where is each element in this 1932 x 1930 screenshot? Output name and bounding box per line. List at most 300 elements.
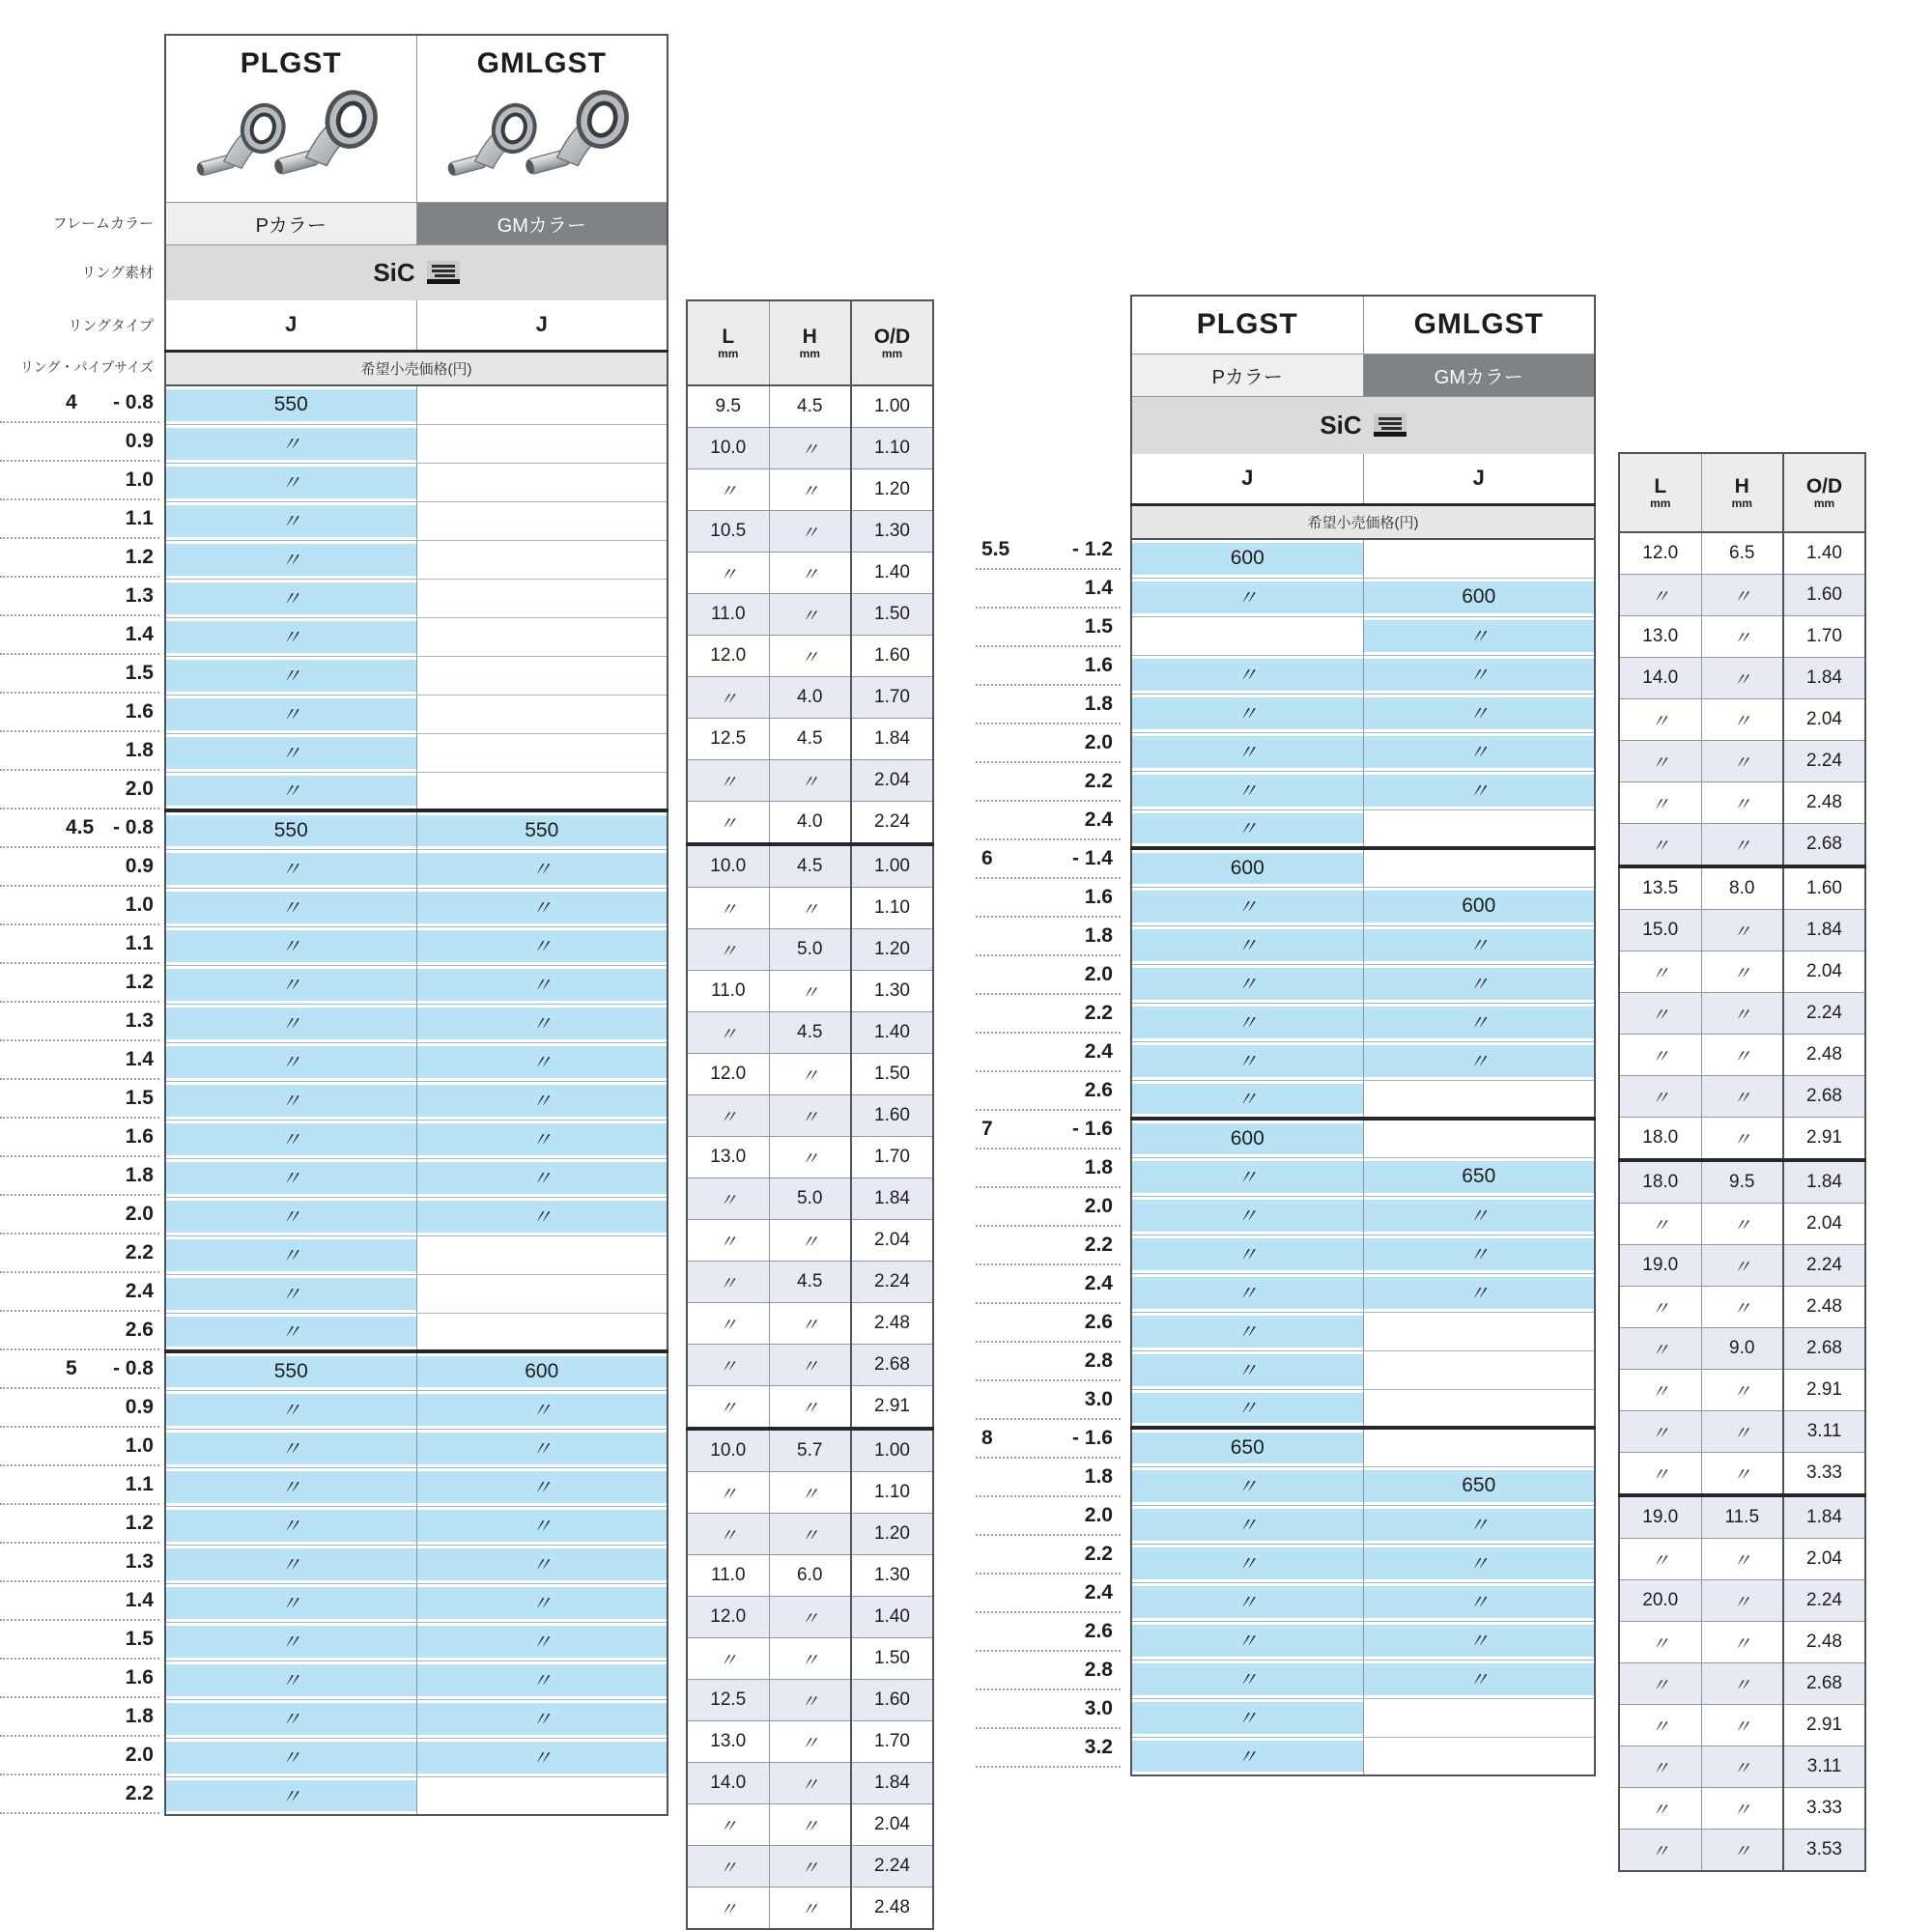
material-mark-icon xyxy=(1374,413,1406,437)
dim-cell: 12.5 xyxy=(687,719,769,760)
price-cell xyxy=(416,579,668,617)
table-row xyxy=(1131,809,1595,848)
price-cell: 〃 xyxy=(1363,616,1595,655)
price-cell: 〃 xyxy=(1131,964,1363,1003)
table-row xyxy=(1131,1660,1595,1698)
price-cell xyxy=(1363,1119,1595,1157)
dim-cell: 〃 xyxy=(1619,951,1701,993)
price-cell: 〃 xyxy=(165,1776,416,1815)
dimension-row xyxy=(1619,1830,1865,1872)
size-label: 1.4 xyxy=(0,1041,159,1080)
dim-cell: 〃 xyxy=(769,1804,851,1846)
table-row xyxy=(1131,1505,1595,1544)
price-cell xyxy=(1363,1428,1595,1466)
table-row xyxy=(1131,1466,1595,1505)
dim-cell: 〃 xyxy=(1701,824,1783,867)
price-cell: 〃 xyxy=(416,1197,668,1235)
size-label: 1.1 xyxy=(0,925,159,964)
price-cell xyxy=(1363,539,1595,578)
table-row xyxy=(1131,1003,1595,1041)
dim-cell: 〃 xyxy=(769,553,851,594)
price-cell: 〃 xyxy=(416,1660,668,1699)
size-label: 1.0 xyxy=(0,887,159,925)
dim-cell: 1.70 xyxy=(851,677,933,719)
frame-color-label: フレームカラー xyxy=(52,214,154,232)
dim-cell: 〃 xyxy=(1701,1788,1783,1830)
price-cell: 〃 xyxy=(1131,732,1363,771)
dim-cell: 3.53 xyxy=(1783,1830,1865,1872)
price-cell: 〃 xyxy=(1363,1582,1595,1621)
table-row xyxy=(165,1004,668,1042)
price-cell: 〃 xyxy=(165,965,416,1004)
dim-cell: 1.20 xyxy=(851,469,933,511)
dim-cell: 11.0 xyxy=(687,1555,769,1597)
price-cell: 〃 xyxy=(165,1313,416,1351)
dimension-row xyxy=(687,1220,933,1262)
dim-cell: 1.30 xyxy=(851,971,933,1012)
size-label: 1.6 xyxy=(976,879,1121,918)
dim-cell: 〃 xyxy=(687,469,769,511)
size-label: 8 - 1.6 xyxy=(976,1420,1121,1459)
dim-cell: 〃 xyxy=(769,1054,851,1095)
dimension-row xyxy=(1619,1539,1865,1580)
dimension-row xyxy=(687,1804,933,1846)
dim-rows xyxy=(687,385,933,1929)
dimension-row xyxy=(687,1137,933,1178)
dim-cell: 〃 xyxy=(769,1680,851,1721)
price-cell: 〃 xyxy=(165,463,416,501)
product-plgst xyxy=(165,35,416,202)
dim-cell: 2.04 xyxy=(851,1804,933,1846)
dimension-row xyxy=(687,1429,933,1472)
dim-cell: 〃 xyxy=(769,1514,851,1555)
dimension-row xyxy=(1619,1118,1865,1161)
size-label: 2.0 xyxy=(0,1196,159,1235)
size-label: 1.8 xyxy=(976,686,1121,724)
price-cell: 650 xyxy=(1363,1466,1595,1505)
price-cell xyxy=(1363,1389,1595,1428)
price-cell: 〃 xyxy=(1131,1389,1363,1428)
dim-cell: 〃 xyxy=(1701,1287,1783,1328)
dim-header-OD: O/D mm xyxy=(851,300,933,385)
dim-cell: 2.04 xyxy=(1783,1204,1865,1245)
dimension-row xyxy=(687,1472,933,1514)
dim-cell: 〃 xyxy=(1619,993,1701,1035)
table-row xyxy=(1131,655,1595,694)
table-row xyxy=(1131,964,1595,1003)
price-cell: 〃 xyxy=(1131,809,1363,848)
dimension-row xyxy=(687,719,933,760)
table-row xyxy=(1131,1312,1595,1350)
dim-cell: 5.7 xyxy=(769,1429,851,1472)
dim-cell: 2.24 xyxy=(851,1262,933,1303)
dim-cell: 〃 xyxy=(1619,575,1701,616)
price-header-cell: 希望小売価格(円) xyxy=(165,351,668,385)
price-cell: 〃 xyxy=(165,656,416,695)
dim-cell: 〃 xyxy=(687,1345,769,1386)
dimension-row xyxy=(1619,951,1865,993)
price-cell: 〃 xyxy=(1131,1544,1363,1582)
price-cell: 〃 xyxy=(416,1429,668,1467)
dimension-row xyxy=(687,1262,933,1303)
size-label: 1.5 xyxy=(0,1080,159,1119)
size-label: 2.0 xyxy=(976,1497,1121,1536)
size-label: 3.0 xyxy=(976,1381,1121,1420)
size-label: 1.8 xyxy=(0,732,159,771)
table-row xyxy=(1131,616,1595,655)
size-label: 2.6 xyxy=(976,1072,1121,1111)
main-rows xyxy=(165,385,668,1815)
table-row xyxy=(1131,1737,1595,1775)
price-header-cell: 希望小売価格(円) xyxy=(1131,504,1595,539)
dimension-row xyxy=(1619,1746,1865,1788)
dim-cell: 〃 xyxy=(1701,741,1783,782)
dim-cell: 4.5 xyxy=(769,719,851,760)
ring-pipe-size-label: リング・パイプサイズ xyxy=(19,359,154,375)
dimension-row xyxy=(687,1887,933,1930)
dim-cell: 1.20 xyxy=(851,1514,933,1555)
price-cell: 〃 xyxy=(1131,1350,1363,1389)
dim-cell: 〃 xyxy=(1619,1539,1701,1580)
dim-cell: 〃 xyxy=(1619,1204,1701,1245)
dim-cell: 1.00 xyxy=(851,844,933,888)
dim-cell: 〃 xyxy=(1619,1453,1701,1496)
price-cell: 〃 xyxy=(1363,1196,1595,1235)
table-row xyxy=(165,849,668,888)
price-cell: 〃 xyxy=(165,540,416,579)
dim-cell: 1.84 xyxy=(851,1178,933,1220)
dim-cell: 8.0 xyxy=(1701,866,1783,910)
price-cell: 〃 xyxy=(416,926,668,965)
price-cell: 〃 xyxy=(1131,1235,1363,1273)
dimension-row xyxy=(687,469,933,511)
price-cell: 550 xyxy=(416,810,668,849)
dim-cell: 10.0 xyxy=(687,1429,769,1472)
price-cell: 〃 xyxy=(165,579,416,617)
price-cell: 〃 xyxy=(165,1545,416,1583)
size-label: 2.4 xyxy=(976,802,1121,840)
price-cell: 600 xyxy=(416,1351,668,1390)
dimension-row xyxy=(1619,1453,1865,1496)
dimension-row xyxy=(687,511,933,553)
price-cell: 550 xyxy=(165,1351,416,1390)
dim-cell: 〃 xyxy=(687,1386,769,1430)
dim-cell: 〃 xyxy=(1701,782,1783,824)
dim-cell: 1.20 xyxy=(851,929,933,971)
dim-cell: 〃 xyxy=(769,511,851,553)
dimension-row xyxy=(687,1680,933,1721)
dimension-row xyxy=(1619,993,1865,1035)
dimension-row xyxy=(1619,1035,1865,1076)
size-label: 1.5 xyxy=(0,655,159,694)
frame-color-p: Pカラー xyxy=(1131,354,1363,396)
price-cell: 〃 xyxy=(165,695,416,733)
dim-cell: 〃 xyxy=(687,1178,769,1220)
dim-cell: 〃 xyxy=(687,888,769,929)
table-row xyxy=(165,1583,668,1622)
price-cell: 650 xyxy=(1131,1428,1363,1466)
table-row xyxy=(1131,1273,1595,1312)
ring-material-cell xyxy=(1131,396,1595,454)
price-cell: 〃 xyxy=(1363,1041,1595,1080)
table-row xyxy=(165,1429,668,1467)
dim-cell: 1.50 xyxy=(851,594,933,636)
dim-cell: 〃 xyxy=(769,636,851,677)
dim-cell: 1.60 xyxy=(851,1095,933,1137)
table-row xyxy=(165,1699,668,1738)
dim-cell: 〃 xyxy=(769,1846,851,1887)
dim-cell: 〃 xyxy=(687,553,769,594)
price-cell: 〃 xyxy=(416,888,668,926)
dimension-row xyxy=(687,1012,933,1054)
table-row xyxy=(165,733,668,772)
dimension-row xyxy=(1619,1580,1865,1622)
dim-cell: 2.48 xyxy=(1783,782,1865,824)
dim-cell: 2.24 xyxy=(1783,1245,1865,1287)
price-cell: 550 xyxy=(165,810,416,849)
dimension-row xyxy=(1619,824,1865,867)
price-cell: 〃 xyxy=(165,1042,416,1081)
size-label: 5.5 - 1.2 xyxy=(976,531,1121,570)
table-row xyxy=(165,1738,668,1776)
price-cell: 〃 xyxy=(1363,1660,1595,1698)
price-cell: 〃 xyxy=(165,1506,416,1545)
size-label: 1.4 xyxy=(0,616,159,655)
material-mark-icon xyxy=(427,261,460,284)
size-label: 1.8 xyxy=(976,1149,1121,1188)
price-cell: 〃 xyxy=(165,1660,416,1699)
dim-cell: 1.00 xyxy=(851,385,933,428)
table-row xyxy=(165,1313,668,1351)
size-label: 2.8 xyxy=(976,1343,1121,1381)
dim-cell: 〃 xyxy=(1701,910,1783,951)
ring-material-value: SiC xyxy=(373,257,415,287)
price-cell xyxy=(416,540,668,579)
dim-cell: 〃 xyxy=(1701,1411,1783,1453)
dim-header-H: H mm xyxy=(769,300,851,385)
dim-cell: 〃 xyxy=(1619,1830,1701,1872)
dim-header-L: L mm xyxy=(687,300,769,385)
dim-cell: 2.68 xyxy=(1783,1663,1865,1705)
table-row xyxy=(1131,539,1595,578)
dim-cell: 10.0 xyxy=(687,844,769,888)
dimension-row xyxy=(687,385,933,428)
dim-cell: 〃 xyxy=(687,1472,769,1514)
price-cell xyxy=(416,617,668,656)
dim-cell: 〃 xyxy=(769,594,851,636)
dimension-row xyxy=(687,636,933,677)
dimension-row xyxy=(1619,866,1865,910)
dim-cell: 1.60 xyxy=(851,1680,933,1721)
dim-cell: 10.5 xyxy=(687,511,769,553)
dim-cell: 〃 xyxy=(1701,658,1783,699)
dim-cell: 〃 xyxy=(769,1763,851,1804)
dim-cell: 〃 xyxy=(1701,1830,1783,1872)
size-label: 0.9 xyxy=(0,848,159,887)
table-row xyxy=(1131,1041,1595,1080)
dimension-row xyxy=(687,1846,933,1887)
table-row xyxy=(1131,1698,1595,1737)
dimension-row xyxy=(1619,1495,1865,1539)
main-rows xyxy=(1131,539,1595,1775)
dim-cell: 13.0 xyxy=(687,1137,769,1178)
dim-cell: 6.5 xyxy=(1701,532,1783,575)
price-cell: 〃 xyxy=(416,1158,668,1197)
table-row xyxy=(165,1081,668,1120)
table-row xyxy=(1131,771,1595,809)
dimension-row xyxy=(687,1345,933,1386)
price-cell: 〃 xyxy=(165,772,416,810)
dim-cell: 15.0 xyxy=(1619,910,1701,951)
dim-cell: 〃 xyxy=(1619,824,1701,867)
price-cell: 〃 xyxy=(1363,1544,1595,1582)
product-name: PLGST xyxy=(240,47,342,80)
dimension-row xyxy=(1619,741,1865,782)
price-cell: 〃 xyxy=(1131,1505,1363,1544)
price-cell: 〃 xyxy=(165,1197,416,1235)
dimension-row xyxy=(687,1721,933,1763)
size-label: 2.0 xyxy=(0,771,159,809)
table-row xyxy=(1131,578,1595,616)
dim-cell: 〃 xyxy=(1701,1539,1783,1580)
size-label: 2.2 xyxy=(976,1536,1121,1575)
dimension-row xyxy=(687,1095,933,1137)
dim-cell: 〃 xyxy=(1701,1705,1783,1746)
price-cell: 〃 xyxy=(165,733,416,772)
ring-type-p: J xyxy=(165,300,416,351)
price-cell xyxy=(416,772,668,810)
table-row xyxy=(165,772,668,810)
price-cell: 〃 xyxy=(1131,925,1363,964)
dim-cell: 18.0 xyxy=(1619,1118,1701,1161)
price-cell: 〃 xyxy=(1131,655,1363,694)
dimension-row xyxy=(1619,1370,1865,1411)
ring-type-p: J xyxy=(1131,454,1363,504)
dim-cell: 〃 xyxy=(1701,1622,1783,1663)
dim-cell: 〃 xyxy=(769,428,851,469)
dim-cell: 14.0 xyxy=(687,1763,769,1804)
dim-cell: 13.0 xyxy=(1619,616,1701,658)
dim-cell: 4.0 xyxy=(769,677,851,719)
price-cell: 600 xyxy=(1131,1119,1363,1157)
size-label: 1.2 xyxy=(0,964,159,1003)
dim-cell: 〃 xyxy=(687,1303,769,1345)
size-label: 4.5 - 0.8 xyxy=(0,809,159,848)
table-row xyxy=(165,1158,668,1197)
dim-cell: 4.5 xyxy=(769,844,851,888)
table-row xyxy=(1131,925,1595,964)
size-label: 2.4 xyxy=(0,1273,159,1312)
dim-cell: 〃 xyxy=(687,1804,769,1846)
dimension-row xyxy=(1619,1328,1865,1370)
dim-cell: 12.5 xyxy=(687,1680,769,1721)
dim-cell: 〃 xyxy=(1619,1663,1701,1705)
price-cell: 〃 xyxy=(1363,1273,1595,1312)
size-label: 3.2 xyxy=(976,1729,1121,1768)
price-cell: 〃 xyxy=(416,1467,668,1506)
dim-cell: 〃 xyxy=(1619,1622,1701,1663)
size-label: 2.2 xyxy=(976,995,1121,1034)
dim-cell: 2.24 xyxy=(1783,741,1865,782)
dimension-row xyxy=(687,1514,933,1555)
price-cell xyxy=(1363,809,1595,848)
table-row xyxy=(1131,1582,1595,1621)
table-row xyxy=(1131,1428,1595,1466)
dimension-row xyxy=(687,1638,933,1680)
dim-cell: 〃 xyxy=(1701,699,1783,741)
size-label: 1.8 xyxy=(976,918,1121,956)
dimension-row xyxy=(687,553,933,594)
table-row xyxy=(165,463,668,501)
price-cell: 〃 xyxy=(416,1622,668,1660)
dim-cell: 〃 xyxy=(769,1721,851,1763)
dimension-row xyxy=(1619,1663,1865,1705)
dim-cell: 12.0 xyxy=(687,1054,769,1095)
dimension-row xyxy=(687,929,933,971)
price-cell xyxy=(416,463,668,501)
price-header-row xyxy=(165,351,668,385)
dim-cell: 1.40 xyxy=(851,1597,933,1638)
ring-material-value: SiC xyxy=(1320,410,1362,440)
dim-cell: 〃 xyxy=(687,929,769,971)
dimension-row xyxy=(687,844,933,888)
table-row xyxy=(1131,1080,1595,1119)
price-cell: 〃 xyxy=(1131,887,1363,925)
price-cell: 〃 xyxy=(1131,694,1363,732)
size-label: 2.2 xyxy=(976,763,1121,802)
table-row xyxy=(165,888,668,926)
size-label: 2.6 xyxy=(976,1304,1121,1343)
price-cell: 〃 xyxy=(165,888,416,926)
product-plgst: PLGST xyxy=(1131,296,1363,354)
price-cell xyxy=(416,733,668,772)
dimension-row xyxy=(687,1054,933,1095)
dim-cell: 〃 xyxy=(1701,1035,1783,1076)
dimension-row xyxy=(687,428,933,469)
price-cell: 〃 xyxy=(165,926,416,965)
price-cell: 〃 xyxy=(416,1506,668,1545)
table-row xyxy=(165,1042,668,1081)
price-cell: 〃 xyxy=(416,1120,668,1158)
price-cell: 〃 xyxy=(1363,771,1595,809)
dim-rows xyxy=(1619,532,1865,1871)
dim-cell: 〃 xyxy=(1701,616,1783,658)
dim-cell: 4.5 xyxy=(769,1262,851,1303)
size-label: 1.8 xyxy=(0,1157,159,1196)
dim-cell: 14.0 xyxy=(1619,658,1701,699)
dim-cell: 〃 xyxy=(687,760,769,802)
dim-cell: 〃 xyxy=(1619,1746,1701,1788)
table-row xyxy=(165,385,668,424)
dim-cell: 〃 xyxy=(1701,1076,1783,1118)
size-label: 1.1 xyxy=(0,1466,159,1505)
product-gmlgst xyxy=(416,35,668,202)
ring-material-label: リング素材 xyxy=(81,264,154,281)
price-cell: 〃 xyxy=(416,1042,668,1081)
dim-cell: 12.0 xyxy=(1619,532,1701,575)
table-row xyxy=(1131,1157,1595,1196)
dim-cell: 〃 xyxy=(1701,575,1783,616)
dim-cell: 19.0 xyxy=(1619,1495,1701,1539)
price-cell xyxy=(1363,848,1595,887)
ring-material-row xyxy=(165,244,668,300)
dim-cell: 〃 xyxy=(769,1137,851,1178)
dim-cell: 4.5 xyxy=(769,1012,851,1054)
dimension-row xyxy=(1619,575,1865,616)
price-cell: 〃 xyxy=(1131,578,1363,616)
dim-cell: 〃 xyxy=(1701,1204,1783,1245)
table-row xyxy=(165,965,668,1004)
